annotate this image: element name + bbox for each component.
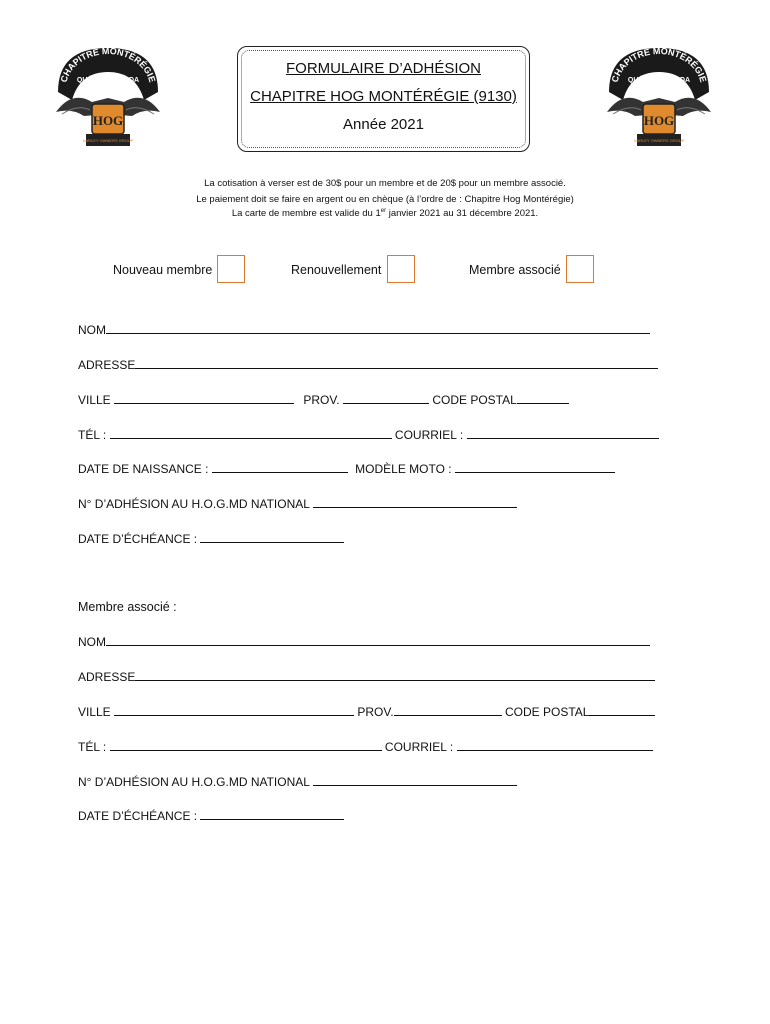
year-title: Année 2021 [343,116,424,133]
member-birth-row [78,461,615,476]
assoc-adhesion-field[interactable] [313,774,517,786]
courriel-label: COURRIEL : [394,428,464,442]
member-tel-row [78,427,659,442]
new-member-label: Nouveau membre [113,263,213,277]
assoc-nom-label: NOM [78,635,106,649]
echeance-label: DATE D’ÉCHÉANCE : [78,532,198,546]
assoc-prov-field[interactable] [394,704,502,716]
adresse-label: ADRESSE [78,358,136,372]
assoc-nom-field[interactable] [106,634,650,646]
adhesion-label: N° D’ADHÉSION AU H.O.G.MD NATIONAL [78,497,310,511]
assoc-ville-row [78,704,655,719]
assoc-adhesion-label: N° D’ADHÉSION AU H.O.G.MD NATIONAL [78,775,310,789]
assoc-echeance-row [78,808,344,823]
assoc-echeance-field[interactable] [200,808,344,820]
assoc-adresse-field[interactable] [135,669,655,681]
svg-text:CHAPITRE MONTÉRÉGIE: CHAPITRE MONTÉRÉGIE [609,45,709,84]
birth-label: DATE DE NAISSANCE : [78,462,209,476]
member-nom-row [78,322,650,337]
courriel-field[interactable] [467,427,659,439]
birth-field[interactable] [212,461,348,473]
renewal-checkbox[interactable] [387,255,415,283]
nom-field[interactable] [106,322,650,334]
tel-label: TÉL : [78,428,107,442]
form-title: FORMULAIRE D’ADHÉSION [285,60,482,77]
ville-field[interactable] [114,392,294,404]
info-fee: La cotisation à verser est de 30$ pour un membre et de 20$ pour un membre associé. [204,178,566,189]
associate-checkbox[interactable] [566,255,594,283]
assoc-code-postal-field[interactable] [589,704,655,716]
tel-field[interactable] [110,427,392,439]
svg-text:HOG: HOG [92,113,124,128]
svg-text:QUÉBEC CANADA: QUÉBEC CANADA [627,77,691,84]
new-member-checkbox[interactable] [217,255,245,283]
assoc-adhesion-row [78,774,517,789]
svg-text:HARLEY OWNERS GROUP: HARLEY OWNERS GROUP [633,138,685,143]
member-adhesion-row [78,496,517,511]
code-postal-label: CODE POSTAL [432,393,517,407]
assoc-echeance-label: DATE D’ÉCHÉANCE : [78,809,198,823]
renewal-label: Renouvellement [291,263,382,277]
info-validity: La carte de membre est valide du 1er janvier 2021 au 31 décembre 2021. [231,208,539,220]
member-echeance-row [78,531,344,546]
adhesion-field[interactable] [313,496,517,508]
assoc-tel-label: TÉL : [78,740,107,754]
title-box [237,46,530,152]
assoc-adresse-label: ADRESSE [78,670,136,684]
chapter-title: CHAPITRE HOG MONTÉRÉGIE (9130) [250,88,517,105]
adresse-field[interactable] [135,357,658,369]
assoc-courriel-field[interactable] [457,739,653,751]
svg-text:QUÉBEC CANADA: QUÉBEC CANADA [76,77,140,84]
member-ville-row [78,392,569,407]
moto-field[interactable] [455,461,615,473]
assoc-tel-row [78,739,653,754]
prov-label: PROV. [303,393,340,407]
info-payment: Le paiement doit se faire en argent ou en chèque (à l’ordre de : Chapitre Hog Montérégie) [196,194,574,205]
svg-text:CHAPITRE MONTÉRÉGIE: CHAPITRE MONTÉRÉGIE [58,45,158,84]
assoc-ville-label: VILLE [78,705,111,719]
prov-field[interactable] [343,392,429,404]
assoc-tel-field[interactable] [110,739,382,751]
chapter-logo-right [603,42,715,154]
assoc-ville-field[interactable] [114,704,354,716]
assoc-adresse-row [78,669,655,684]
assoc-nom-row [78,634,650,649]
svg-text:HOG: HOG [643,113,675,128]
echeance-field[interactable] [200,531,344,543]
assoc-courriel-label: COURRIEL : [384,740,454,754]
svg-text:HARLEY OWNERS GROUP: HARLEY OWNERS GROUP [82,138,134,143]
ville-label: VILLE [78,393,111,407]
associate-section-title: Membre associé : [78,600,177,614]
chapter-logo-left [52,42,164,154]
member-adresse-row [78,357,658,372]
associate-label: Membre associé [469,263,561,277]
assoc-prov-label: PROV. [357,705,394,719]
moto-label: MODÈLE MOTO : [355,462,452,476]
assoc-code-postal-label: CODE POSTAL [504,705,590,719]
code-postal-field[interactable] [517,392,569,404]
nom-label: NOM [78,323,106,337]
